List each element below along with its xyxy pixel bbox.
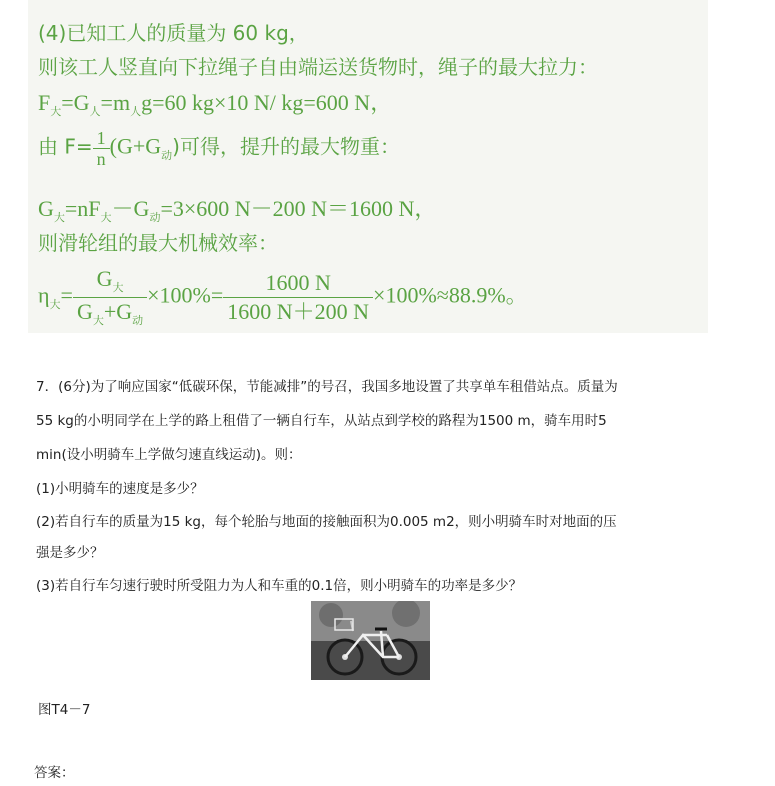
- solution-panel: [28, 0, 708, 333]
- frac-num: [73, 265, 147, 298]
- line4-suffix: )可得，提升的最大物重：: [172, 134, 400, 159]
- sub-dong: 动: [132, 315, 144, 327]
- question-line-1: 7．(6分)为了响应国家“低碳环保，节能减排”的号召，我国多地设置了共享单车租借站点。质量为: [36, 379, 618, 395]
- solution-line-1: (4)已知工人的质量为 60 kg，: [38, 21, 309, 45]
- eq-m: =m: [100, 90, 131, 115]
- efficiency-result: ×100%≈88.9%。: [373, 282, 528, 308]
- sym-eta: η: [38, 282, 50, 308]
- sub-ren: 人: [89, 106, 101, 118]
- question-line-3: min(设小明骑车上学做匀速直线运动)。则：: [36, 447, 302, 463]
- fraction-efficiency-symbolic: [73, 265, 147, 330]
- line5-mid: =nF: [64, 196, 101, 221]
- bicycle-icon: [311, 601, 430, 680]
- question-sub-3: (3)若自行车匀速行驶时所受阻力为人和车重的0.1倍，则小明骑车的功率是多少？: [36, 578, 523, 594]
- solution-line-7: [38, 265, 528, 330]
- sub-da: 大: [112, 282, 124, 294]
- frac-num: 1: [93, 128, 110, 149]
- fraction-efficiency-numeric: [223, 269, 373, 326]
- question-sub-2: (2)若自行车的质量为15 kg，每个轮胎与地面的接触面积为0.005 m2，则小明骑车时对地面的压: [36, 514, 617, 530]
- sub-da: 大: [92, 315, 104, 327]
- sub-da: 大: [49, 298, 61, 311]
- sub-dong: 动: [149, 212, 161, 224]
- bicycle-photo: [311, 601, 430, 680]
- frac-den: [73, 298, 147, 330]
- frac-den: n: [96, 149, 106, 169]
- eq-sign: =: [60, 282, 73, 308]
- frac-den-g: G: [76, 299, 93, 324]
- solution-line-6: 则滑轮组的最大机械效率：: [38, 231, 278, 255]
- sub-dong: 动: [161, 149, 173, 162]
- sub-da: 大: [53, 212, 65, 224]
- question-sub-2-cont: 强是多少？: [36, 545, 104, 561]
- frac-num: 1600 N: [223, 269, 373, 298]
- line4-prefix: 由 F=: [38, 134, 93, 159]
- sym-g: G: [38, 196, 54, 221]
- eq-g: =G: [61, 90, 90, 115]
- solution-line-3: [38, 90, 392, 120]
- line5-minus: －G: [111, 196, 150, 221]
- fraction-1-over-n: [93, 128, 110, 169]
- sub-ren-2: 人: [130, 106, 142, 118]
- sub-da: 大: [50, 106, 62, 118]
- frac-den: 1600 N＋200 N: [227, 299, 370, 324]
- line4-mid: (G+G: [109, 133, 162, 159]
- figure-caption: 图T4－7: [38, 702, 91, 718]
- solution-line-2: 则该工人竖直向下拉绳子自由端运送货物时，绳子的最大拉力：: [38, 55, 598, 79]
- line5-rest: =3×600 N－200 N＝1600 N，: [160, 196, 437, 221]
- frac-num-g: G: [96, 266, 113, 291]
- answer-label: 答案：: [34, 765, 75, 781]
- sub-da-2: 大: [100, 212, 112, 224]
- sym-f: F: [38, 90, 51, 115]
- times-100-eq: ×100%=: [147, 282, 224, 308]
- frac-den-plus-g: +G: [103, 299, 133, 324]
- solution-line-4: [38, 128, 400, 169]
- question-sub-1: (1)小明骑车的速度是多少？: [36, 481, 204, 497]
- line3-rest: g=60 kg×10 N/ kg=600 N，: [141, 90, 393, 115]
- solution-line-5: [38, 196, 436, 226]
- question-line-2: 55 kg的小明同学在上学的路上租借了一辆自行车，从站点到学校的路程为1500 m，骑车用时5: [36, 413, 607, 429]
